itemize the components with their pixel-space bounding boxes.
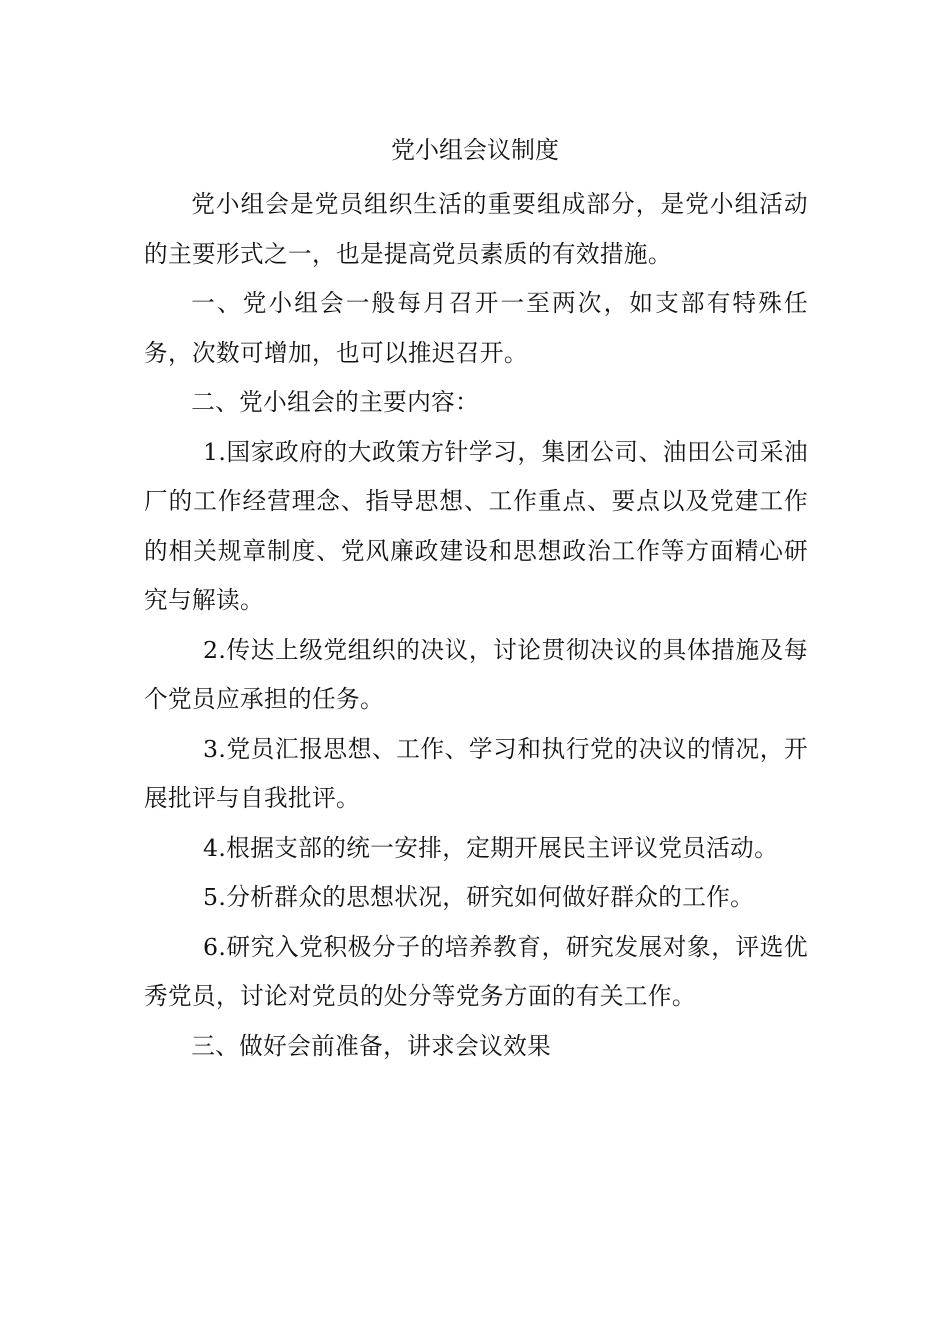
paragraph-item-4: 4.根据支部的统一安排，定期开展民主评议党员活动。 (203, 833, 779, 862)
paragraph-item-1: 1.国家政府的大政策方针学习，集团公司、油田公司采油厂的工作经营理念、指导思想、工作重点、要点以及党建工作的相关规章制度、党风廉政建设和思想政治工作等方面精心研究与解读。 (144, 437, 808, 614)
paragraph-item-2: 2.传达上级党组织的决议，讨论贯彻决议的具体措施及每个党员应承担的任务。 (144, 635, 808, 713)
document-body (144, 180, 808, 1071)
paragraph-intro: 党小组会是党员组织生活的重要组成部分，是党小组活动的主要形式之一，也是提高党员素质的有效措施。 (144, 190, 808, 268)
paragraph-item-6: 6.研究入党积极分子的培养教育，研究发展对象，评选优秀党员，讨论对党员的处分等党务方面的有关工作。 (144, 932, 808, 1010)
paragraph-item-5: 5.分析群众的思想状况，研究如何做好群众的工作。 (203, 883, 755, 911)
paragraph-item-3: 3.党员汇报思想、工作、学习和执行党的决议的情况，开展批评与自我批评。 (144, 734, 808, 812)
paragraph-section-3: 三、做好会前准备，讲求会议效果 (191, 1031, 552, 1060)
paragraph-section-1: 一、党小组会一般每月召开一至两次，如支部有特殊任务，次数可增加，也可以推迟召开。 (144, 289, 808, 367)
paragraph-section-2: 二、党小组会的主要内容： (191, 388, 480, 416)
document-title: 党小组会议制度 (391, 136, 559, 164)
